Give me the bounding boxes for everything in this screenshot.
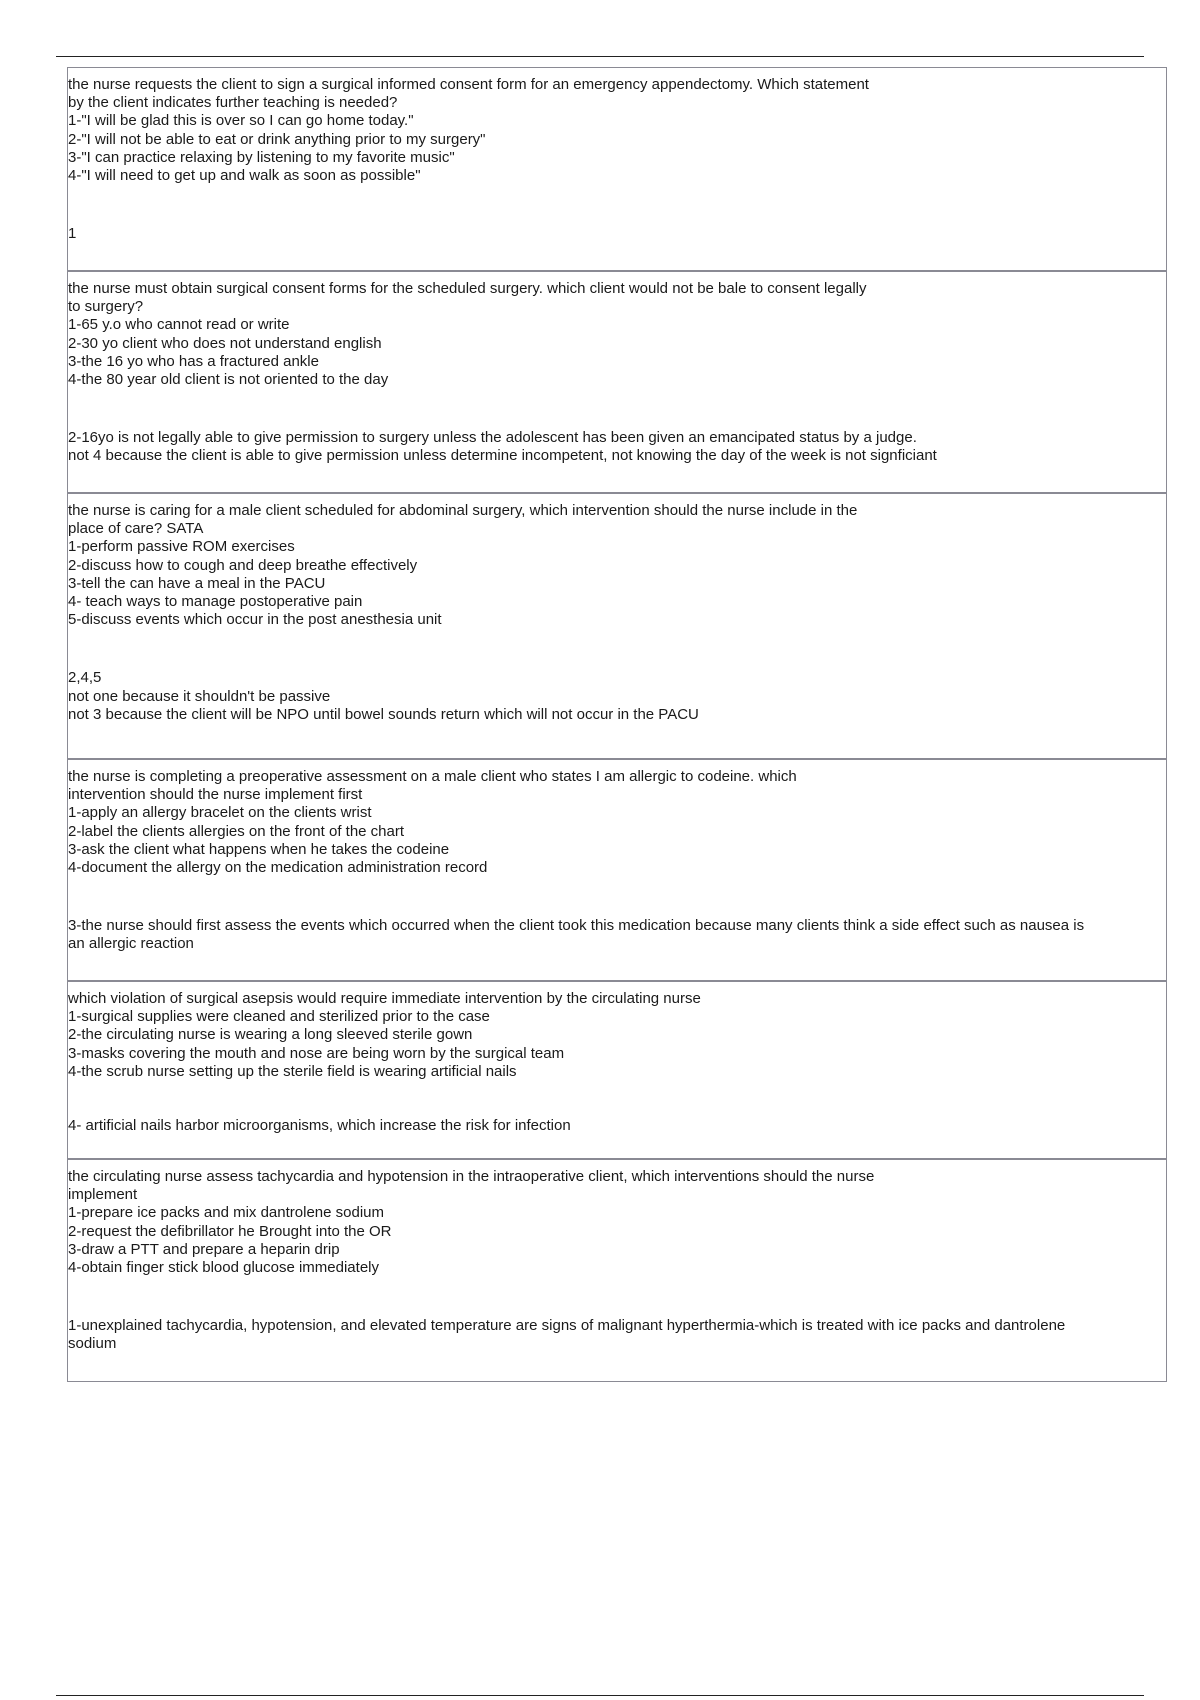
question-line: the circulating nurse assess tachycardia and hypotension in the intraoperative client, which interventions should the nurse (68, 1168, 875, 1185)
question-text (68, 76, 1158, 185)
answer-line: not 3 because the client will be NPO until bowel sounds return which will not occur in the PACU (68, 705, 699, 723)
answer-line: not 4 because the client is able to give permission unless determine incompetent, not knowing the day of the week is not signficiant (68, 447, 937, 465)
option-line: 3-ask the client what happens when he takes the codeine (68, 840, 450, 858)
answer-line: 3-the nurse should first assess the events which occurred when the client took this medication because many clients think a side effect such as nausea is (68, 917, 1085, 935)
answer-text (68, 225, 1158, 243)
answer-line: sodium (68, 1335, 117, 1353)
question-line: implement (68, 1186, 138, 1204)
option-line: 2-discuss how to cough and deep breathe effectively (68, 556, 418, 574)
option-line: 1-surgical supplies were cleaned and sterilized prior to the case (68, 1008, 490, 1026)
answer-line: 1 (68, 225, 77, 243)
question-line: place of care? SATA (68, 520, 204, 538)
answer-text (68, 1317, 1158, 1353)
question-line: the nurse requests the client to sign a surgical informed consent form for an emergency appendectomy. Which statement (68, 76, 869, 93)
top-rule (56, 56, 1144, 57)
option-line: 3-the 16 yo who has a fractured ankle (68, 352, 319, 370)
answer-line: not one because it shouldn't be passive (68, 687, 331, 705)
answer-line: an allergic reaction (68, 935, 194, 953)
question-text (68, 990, 1158, 1081)
option-line: 1-apply an allergy bracelet on the clients wrist (68, 804, 372, 822)
option-line: 2-30 yo client who does not understand english (68, 334, 382, 352)
question-text (68, 768, 1158, 877)
answer-text (68, 1117, 1158, 1135)
flashcard (68, 494, 1166, 760)
answer-text (68, 669, 1158, 724)
flashcard (68, 1160, 1166, 1381)
question-line: the nurse is caring for a male client scheduled for abdominal surgery, which intervention should the nurse include in the (68, 502, 858, 519)
answer-line: 4- artificial nails harbor microorganisms, which increase the risk for infection (68, 1117, 571, 1135)
option-line: 3-tell the can have a meal in the PACU (68, 574, 326, 592)
option-line: 4-the 80 year old client is not oriented to the day (68, 371, 389, 389)
option-line: 1-prepare ice packs and mix dantrolene sodium (68, 1204, 385, 1222)
flashcard (68, 68, 1166, 272)
option-line: 2-request the defibrillator he Brought into the OR (68, 1222, 392, 1240)
option-line: 2-label the clients allergies on the front of the chart (68, 822, 405, 840)
question-line: the nurse must obtain surgical consent forms for the scheduled surgery. which client would not be bale to consent legally (68, 280, 867, 297)
option-line: 4-document the allergy on the medication administration record (68, 859, 488, 877)
question-text (68, 502, 1158, 629)
option-line: 3-masks covering the mouth and nose are being worn by the surgical team (68, 1044, 565, 1062)
answer-line: 1-unexplained tachycardia, hypotension, and elevated temperature are signs of malignant hyperthermia-which is treated with ice packs and dantrolene (68, 1317, 1066, 1335)
answer-text (68, 429, 1158, 465)
flashcard (68, 272, 1166, 494)
question-text (68, 1168, 1158, 1277)
option-line: 2-the circulating nurse is wearing a long sleeved sterile gown (68, 1026, 473, 1044)
bottom-rule (56, 1695, 1144, 1696)
option-line: 1-perform passive ROM exercises (68, 538, 295, 556)
option-line: 4-"I will need to get up and walk as soon as possible" (68, 167, 421, 185)
option-line: 1-"I will be glad this is over so I can go home today." (68, 112, 414, 130)
answer-text (68, 917, 1158, 953)
answer-line: 2,4,5 (68, 669, 102, 687)
answer-line: 2-16yo is not legally able to give permission to surgery unless the adolescent has been given an emancipated status by a judge. (68, 429, 917, 447)
question-line: by the client indicates further teaching is needed? (68, 94, 398, 112)
option-line: 2-"I will not be able to eat or drink anything prior to my surgery" (68, 130, 486, 148)
flashcard-table (67, 67, 1167, 1382)
option-line: 4-obtain finger stick blood glucose immediately (68, 1259, 379, 1277)
question-line: which violation of surgical asepsis would require immediate intervention by the circulating nurse (68, 990, 701, 1007)
option-line: 1-65 y.o who cannot read or write (68, 316, 290, 334)
flashcard (68, 982, 1166, 1160)
option-line: 5-discuss events which occur in the post anesthesia unit (68, 611, 442, 629)
option-line: 3-draw a PTT and prepare a heparin drip (68, 1240, 340, 1258)
option-line: 4-the scrub nurse setting up the sterile field is wearing artificial nails (68, 1062, 517, 1080)
question-line: the nurse is completing a preoperative assessment on a male client who states I am allergic to codeine. which (68, 768, 797, 785)
question-line: intervention should the nurse implement first (68, 786, 363, 804)
option-line: 3-"I can practice relaxing by listening to my favorite music" (68, 148, 455, 166)
option-line: 4- teach ways to manage postoperative pain (68, 593, 363, 611)
flashcard (68, 760, 1166, 982)
question-line: to surgery? (68, 298, 144, 316)
question-text (68, 280, 1158, 389)
